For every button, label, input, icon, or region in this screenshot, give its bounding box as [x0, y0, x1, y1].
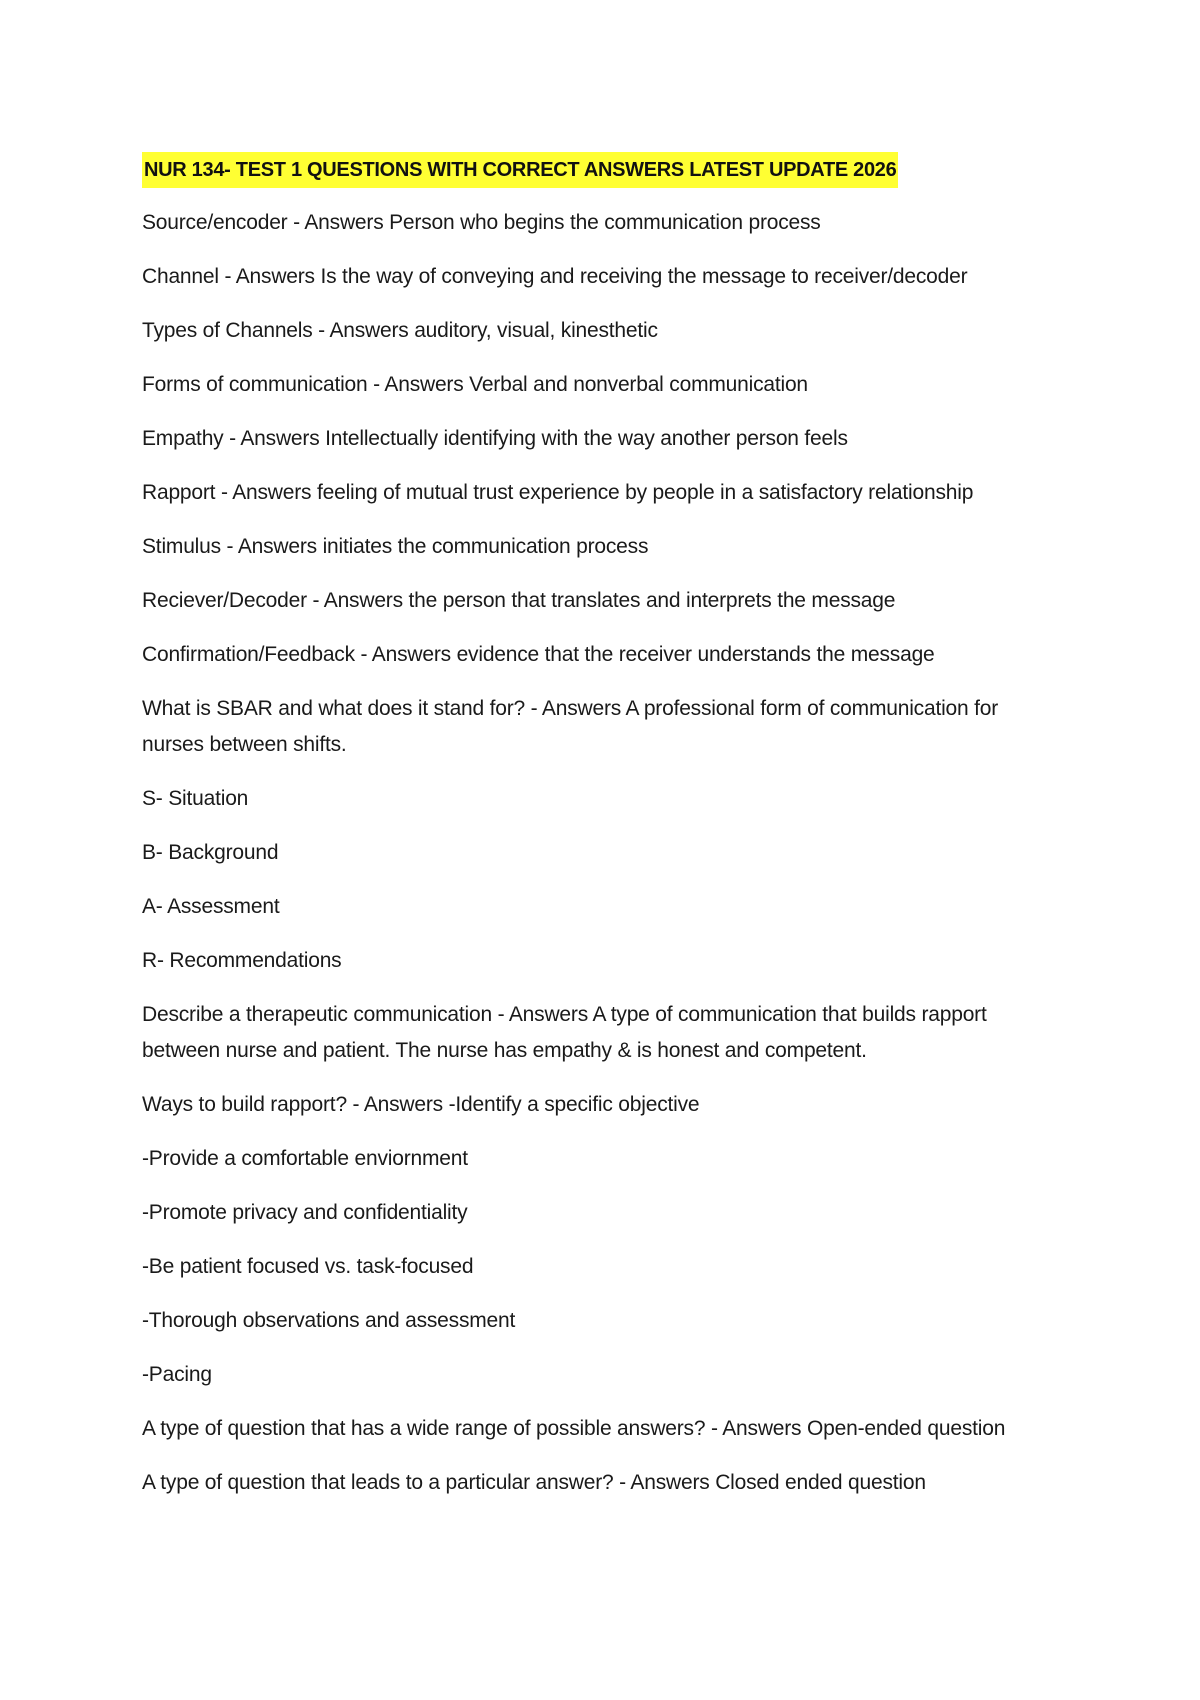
- sbar-situation: S- Situation: [142, 787, 249, 810]
- rapport-item-observations: -Thorough observations and assessment: [142, 1309, 516, 1332]
- qa-types-of-channels: Types of Channels - Answers auditory, visual, kinesthetic: [142, 319, 658, 342]
- qa-stimulus: Stimulus - Answers initiates the communication process: [142, 535, 649, 558]
- document-title: NUR 134- TEST 1 QUESTIONS WITH CORRECT ANSWERS LATEST UPDATE 2026: [142, 152, 898, 188]
- qa-confirmation-feedback: Confirmation/Feedback - Answers evidence that the receiver understands the message: [142, 643, 935, 666]
- document-page: [142, 152, 1062, 1519]
- qa-forms-of-communication: Forms of communication - Answers Verbal and nonverbal communication: [142, 373, 808, 396]
- qa-empathy: Empathy - Answers Intellectually identifying with the way another person feels: [142, 427, 848, 450]
- sbar-recommendations: R- Recommendations: [142, 949, 342, 972]
- qa-rapport: Rapport - Answers feeling of mutual trust experience by people in a satisfactory relationship: [142, 481, 974, 504]
- sbar-background: B- Background: [142, 841, 279, 864]
- qa-receiver-decoder: Reciever/Decoder - Answers the person that translates and interprets the message: [142, 589, 896, 612]
- title-line: [142, 152, 1062, 188]
- qa-therapeutic-communication: Describe a therapeutic communication - Answers A type of communication that builds rapport between nurse and patient. The nurse has empathy & is honest and competent.: [142, 1003, 987, 1062]
- qa-sbar: What is SBAR and what does it stand for? - Answers A professional form of communication for nurses between shifts.: [142, 697, 999, 756]
- qa-channel: Channel - Answers Is the way of conveying and receiving the message to receiver/decoder: [142, 265, 968, 288]
- sbar-assessment: A- Assessment: [142, 895, 280, 918]
- qa-closed-ended-question: A type of question that leads to a particular answer? - Answers Closed ended question: [142, 1471, 926, 1494]
- qa-source-encoder: Source/encoder - Answers Person who begins the communication process: [142, 211, 821, 234]
- rapport-item-environment: -Provide a comfortable enviornment: [142, 1147, 468, 1170]
- qa-build-rapport: Ways to build rapport? - Answers -Identify a specific objective: [142, 1093, 700, 1116]
- rapport-item-privacy: -Promote privacy and confidentiality: [142, 1201, 468, 1224]
- rapport-item-patient-focused: -Be patient focused vs. task-focused: [142, 1255, 474, 1278]
- qa-open-ended-question: A type of question that has a wide range of possible answers? - Answers Open-ended question: [142, 1417, 1006, 1440]
- rapport-item-pacing: -Pacing: [142, 1363, 212, 1386]
